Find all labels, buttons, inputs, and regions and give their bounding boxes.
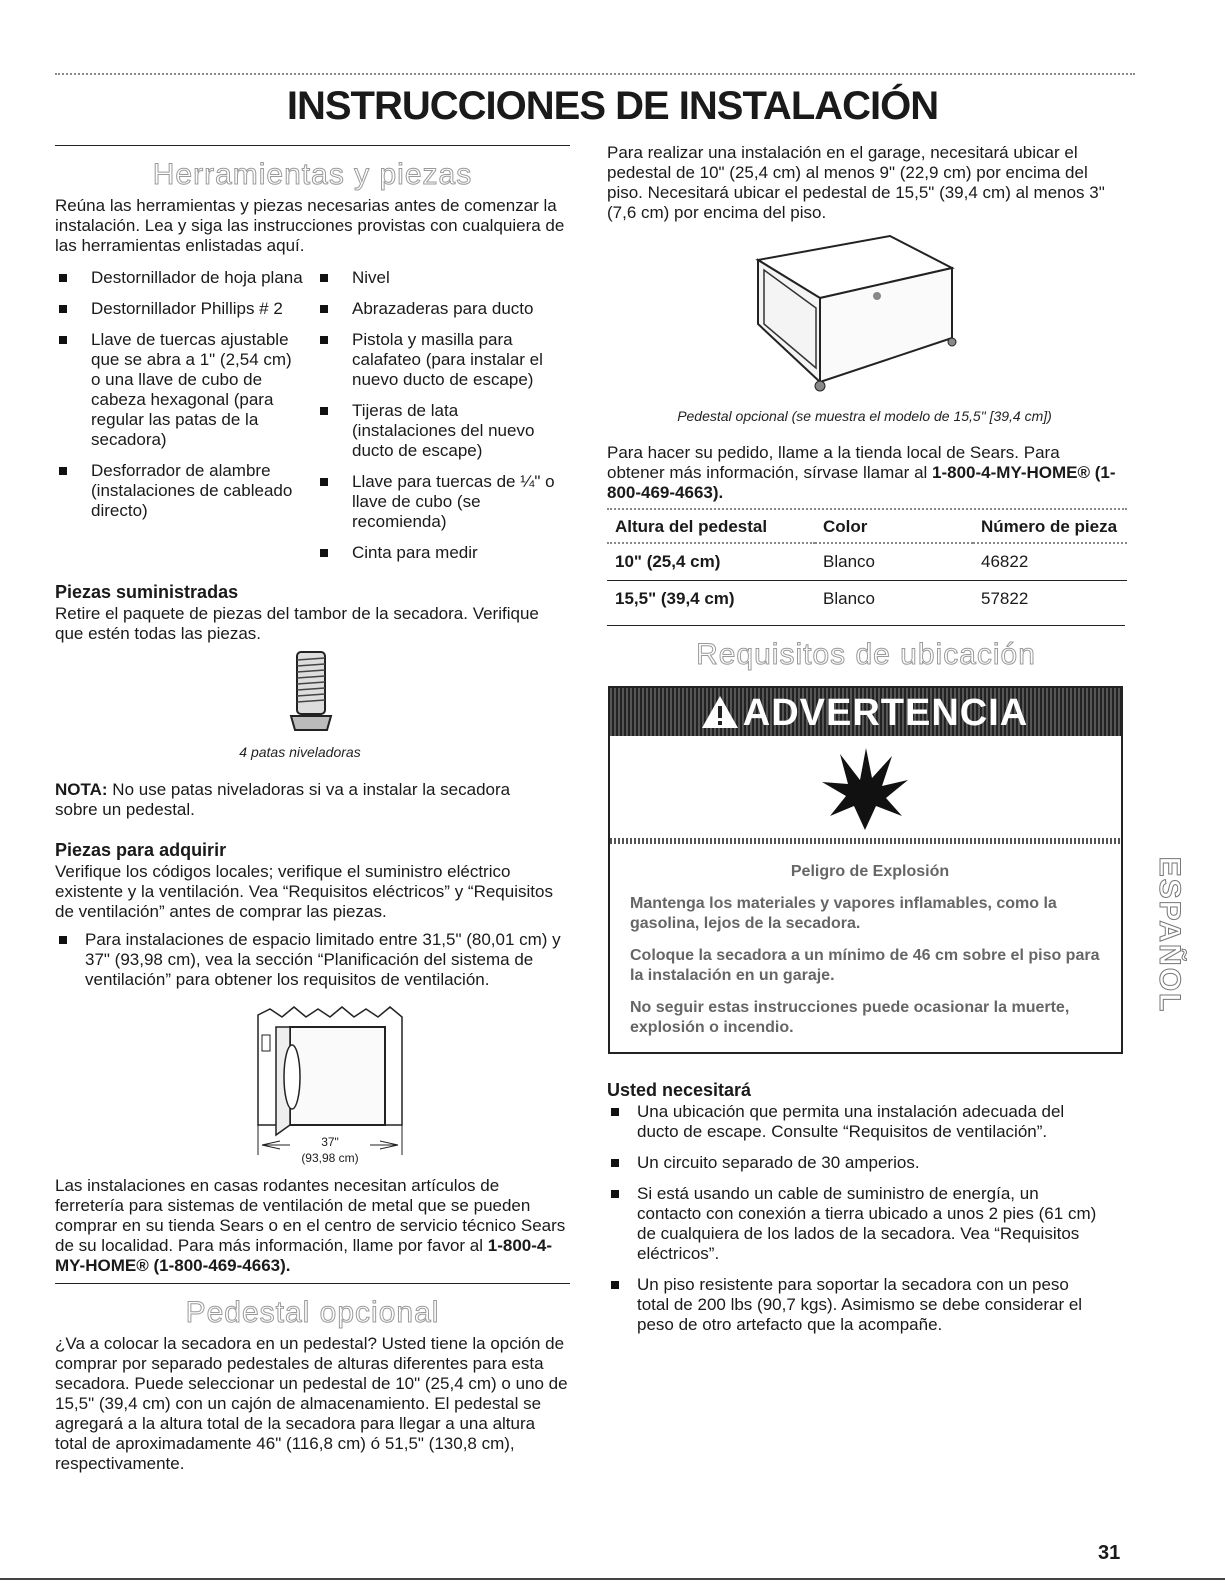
list-item: Pistola y masilla para calafateo (para instalar el nuevo ducto de escape) bbox=[316, 330, 561, 390]
section-rule bbox=[55, 1283, 570, 1284]
table-cell: Blanco bbox=[823, 552, 875, 571]
side-tab-label: ESPAÑOL bbox=[1153, 856, 1186, 1014]
list-item: Nivel bbox=[316, 268, 561, 288]
table-header: Altura del pedestal bbox=[615, 517, 768, 536]
list-item: Llave de tuercas ajustable que se abra a 1" (2,54 cm) o una llave de cubo de cabeza hexagonal (para regular las patas de la secadora) bbox=[55, 330, 305, 450]
list-item: Llave para tuercas de ¼" o llave de cubo (se recomienda) bbox=[316, 472, 561, 532]
table-cell: 46822 bbox=[981, 552, 1029, 571]
bottom-rule bbox=[0, 1578, 1225, 1580]
list-item: Destornillador de hoja plana bbox=[55, 268, 305, 288]
explosion-icon bbox=[820, 746, 910, 832]
need-list bbox=[607, 1102, 1097, 1346]
list-item: Si está usando un cable de suministro de energía, un contacto con conexión a tierra ubicado a unos 2 pies (61 cm) de cualquiera de los lados de la secadora. Vea “Requisitos eléctricos”. bbox=[607, 1184, 1097, 1264]
parts-buy-list bbox=[55, 930, 570, 1001]
list-item: Abrazaderas para ducto bbox=[316, 299, 561, 319]
table-header-row bbox=[607, 512, 1127, 543]
top-dotted-rule bbox=[55, 73, 1135, 75]
warning-title: ADVERTENCIA bbox=[742, 692, 1029, 734]
list-item: Una ubicación que permita una instalación adecuada del ducto de escape. Consulte “Requisitos de ventilación”. bbox=[607, 1102, 1097, 1142]
section-title-pedestal: Pedestal opcional bbox=[185, 1296, 440, 1329]
order-text: Para hacer su pedido, llame a la tienda local de Sears. Para obtener más información, sírvase llamar al 1-800-4-MY-HOME® (1-800-469-4663). bbox=[607, 443, 1116, 502]
warning-divider bbox=[610, 838, 1121, 844]
closet-dimension-in: 37" bbox=[321, 1135, 339, 1149]
table-row bbox=[607, 543, 1127, 581]
closet-dimension-cm: (93,98 cm) bbox=[301, 1151, 359, 1165]
tools-list-2 bbox=[316, 268, 561, 574]
pedestal-caption: Pedestal opcional (se muestra el modelo de 15,5" [39,4 cm]) bbox=[677, 408, 1052, 424]
mobile-home-text: Las instalaciones en casas rodantes necesitan artículos de ferretería para sistemas de ventilación de metal que se pueden comprar en su tienda Sears o en el centro de servicio técnico Sears de su localidad. Para más información, llame por favor al 1-800-4-MY-HOME® (1-800-469-4663). bbox=[55, 1176, 566, 1275]
list-item: Cinta para medir bbox=[316, 543, 561, 563]
table-cell: 15,5" (39,4 cm) bbox=[615, 589, 735, 608]
tools-intro: Reúna las herramientas y piezas necesarias antes de comenzar la instalación. Lea y siga las instrucciones provistas con cualquiera de las herramientas enlistadas aquí. bbox=[55, 196, 565, 255]
list-item: Desforrador de alambre (instalaciones de cableado directo) bbox=[55, 461, 305, 521]
parts-buy-text: Verifique los códigos locales; verifique el suministro eléctrico existente y la ventilación. Vea “Requisitos eléctricos” y “Requisitos de ventilación” antes de comprar las piezas. bbox=[55, 862, 553, 921]
warning-box bbox=[608, 686, 1123, 1054]
pedestal-table bbox=[607, 512, 1127, 617]
list-item: Tijeras de lata (instalaciones del nuevo ducto de escape) bbox=[316, 401, 561, 461]
legs-caption: 4 patas niveladoras bbox=[239, 744, 361, 760]
warning-line: No seguir estas instrucciones puede ocasionar la muerte, explosión o incendio. bbox=[630, 999, 1070, 1036]
table-cell: 10" (25,4 cm) bbox=[615, 552, 721, 571]
table-row bbox=[607, 581, 1127, 618]
page-number: 31 bbox=[1098, 1542, 1121, 1564]
note: NOTA: No use patas niveladoras si va a instalar la secadora sobre un pedestal. bbox=[55, 780, 511, 819]
pedestal-text: ¿Va a colocar la secadora en un pedestal? Usted tiene la opción de comprar por separado pedestales de alturas diferentes para esta secadora. Puede seleccionar un pedestal de 10" (25,4 cm) o uno de 15,5" (39,4 cm) con un cajón de almacenamiento. El pedestal se agregará a la altura total de la secadora para llegar a una altura total de aproximadamente 46" (116,8 cm) ó 51,5" (130,8 cm), respectivamente. bbox=[55, 1334, 568, 1473]
table-header: Número de pieza bbox=[981, 517, 1118, 536]
warning-banner bbox=[610, 688, 1121, 736]
garage-text: Para realizar una instalación en el garage, necesitará ubicar el pedestal de 10" (25,4 cm) al menos 9" (22,9 cm) por encima del piso. Necesitará ubicar el pedestal de 15,5" (39,4 cm) al menos 3" (7,6 cm) por encima del piso. bbox=[607, 143, 1105, 222]
pedestal-illustration bbox=[750, 228, 960, 398]
section-rule bbox=[55, 145, 570, 146]
section-title-location: Requisitos de ubicación bbox=[696, 638, 1036, 671]
parts-supplied-heading: Piezas suministradas bbox=[55, 582, 239, 602]
list-item: Destornillador Phillips # 2 bbox=[55, 299, 305, 319]
need-heading: Usted necesitará bbox=[607, 1080, 752, 1100]
table-cell: 57822 bbox=[981, 589, 1029, 608]
leveling-leg-illustration bbox=[283, 650, 343, 734]
language-side-tab bbox=[1150, 820, 1186, 1050]
tools-list-1 bbox=[55, 268, 305, 532]
warning-line: Mantenga los materiales y vapores inflamables, como la gasolina, lejos de la secadora. bbox=[630, 895, 1057, 932]
parts-supplied-text: Retire el paquete de piezas del tambor de la secadora. Verifique que estén todas las piezas. bbox=[55, 604, 539, 643]
section-rule bbox=[607, 625, 1125, 626]
warning-hazard: Peligro de Explosión bbox=[790, 863, 950, 880]
table-header: Color bbox=[823, 517, 868, 536]
list-item: Para instalaciones de espacio limitado entre 31,5" (80,01 cm) y 37" (93,98 cm), vea la sección “Planificación del sistema de ventilación” para obtener los requisitos de ventilación. bbox=[55, 930, 570, 990]
warning-line: Coloque la secadora a un mínimo de 46 cm sobre el piso para la instalación en un garaje. bbox=[630, 947, 1100, 984]
table-top-rule bbox=[607, 508, 1127, 510]
parts-buy-heading: Piezas para adquirir bbox=[55, 840, 227, 860]
table-cell: Blanco bbox=[823, 589, 875, 608]
list-item: Un circuito separado de 30 amperios. bbox=[607, 1153, 1097, 1173]
page-title: INSTRUCCIONES DE INSTALACIÓN bbox=[286, 84, 939, 128]
section-title-tools: Herramientas y piezas bbox=[152, 158, 473, 191]
list-item: Un piso resistente para soportar la secadora con un peso total de 200 lbs (90,7 kgs). Asimismo se debe considerar el peso de otro artefacto que la acompañe. bbox=[607, 1275, 1097, 1335]
